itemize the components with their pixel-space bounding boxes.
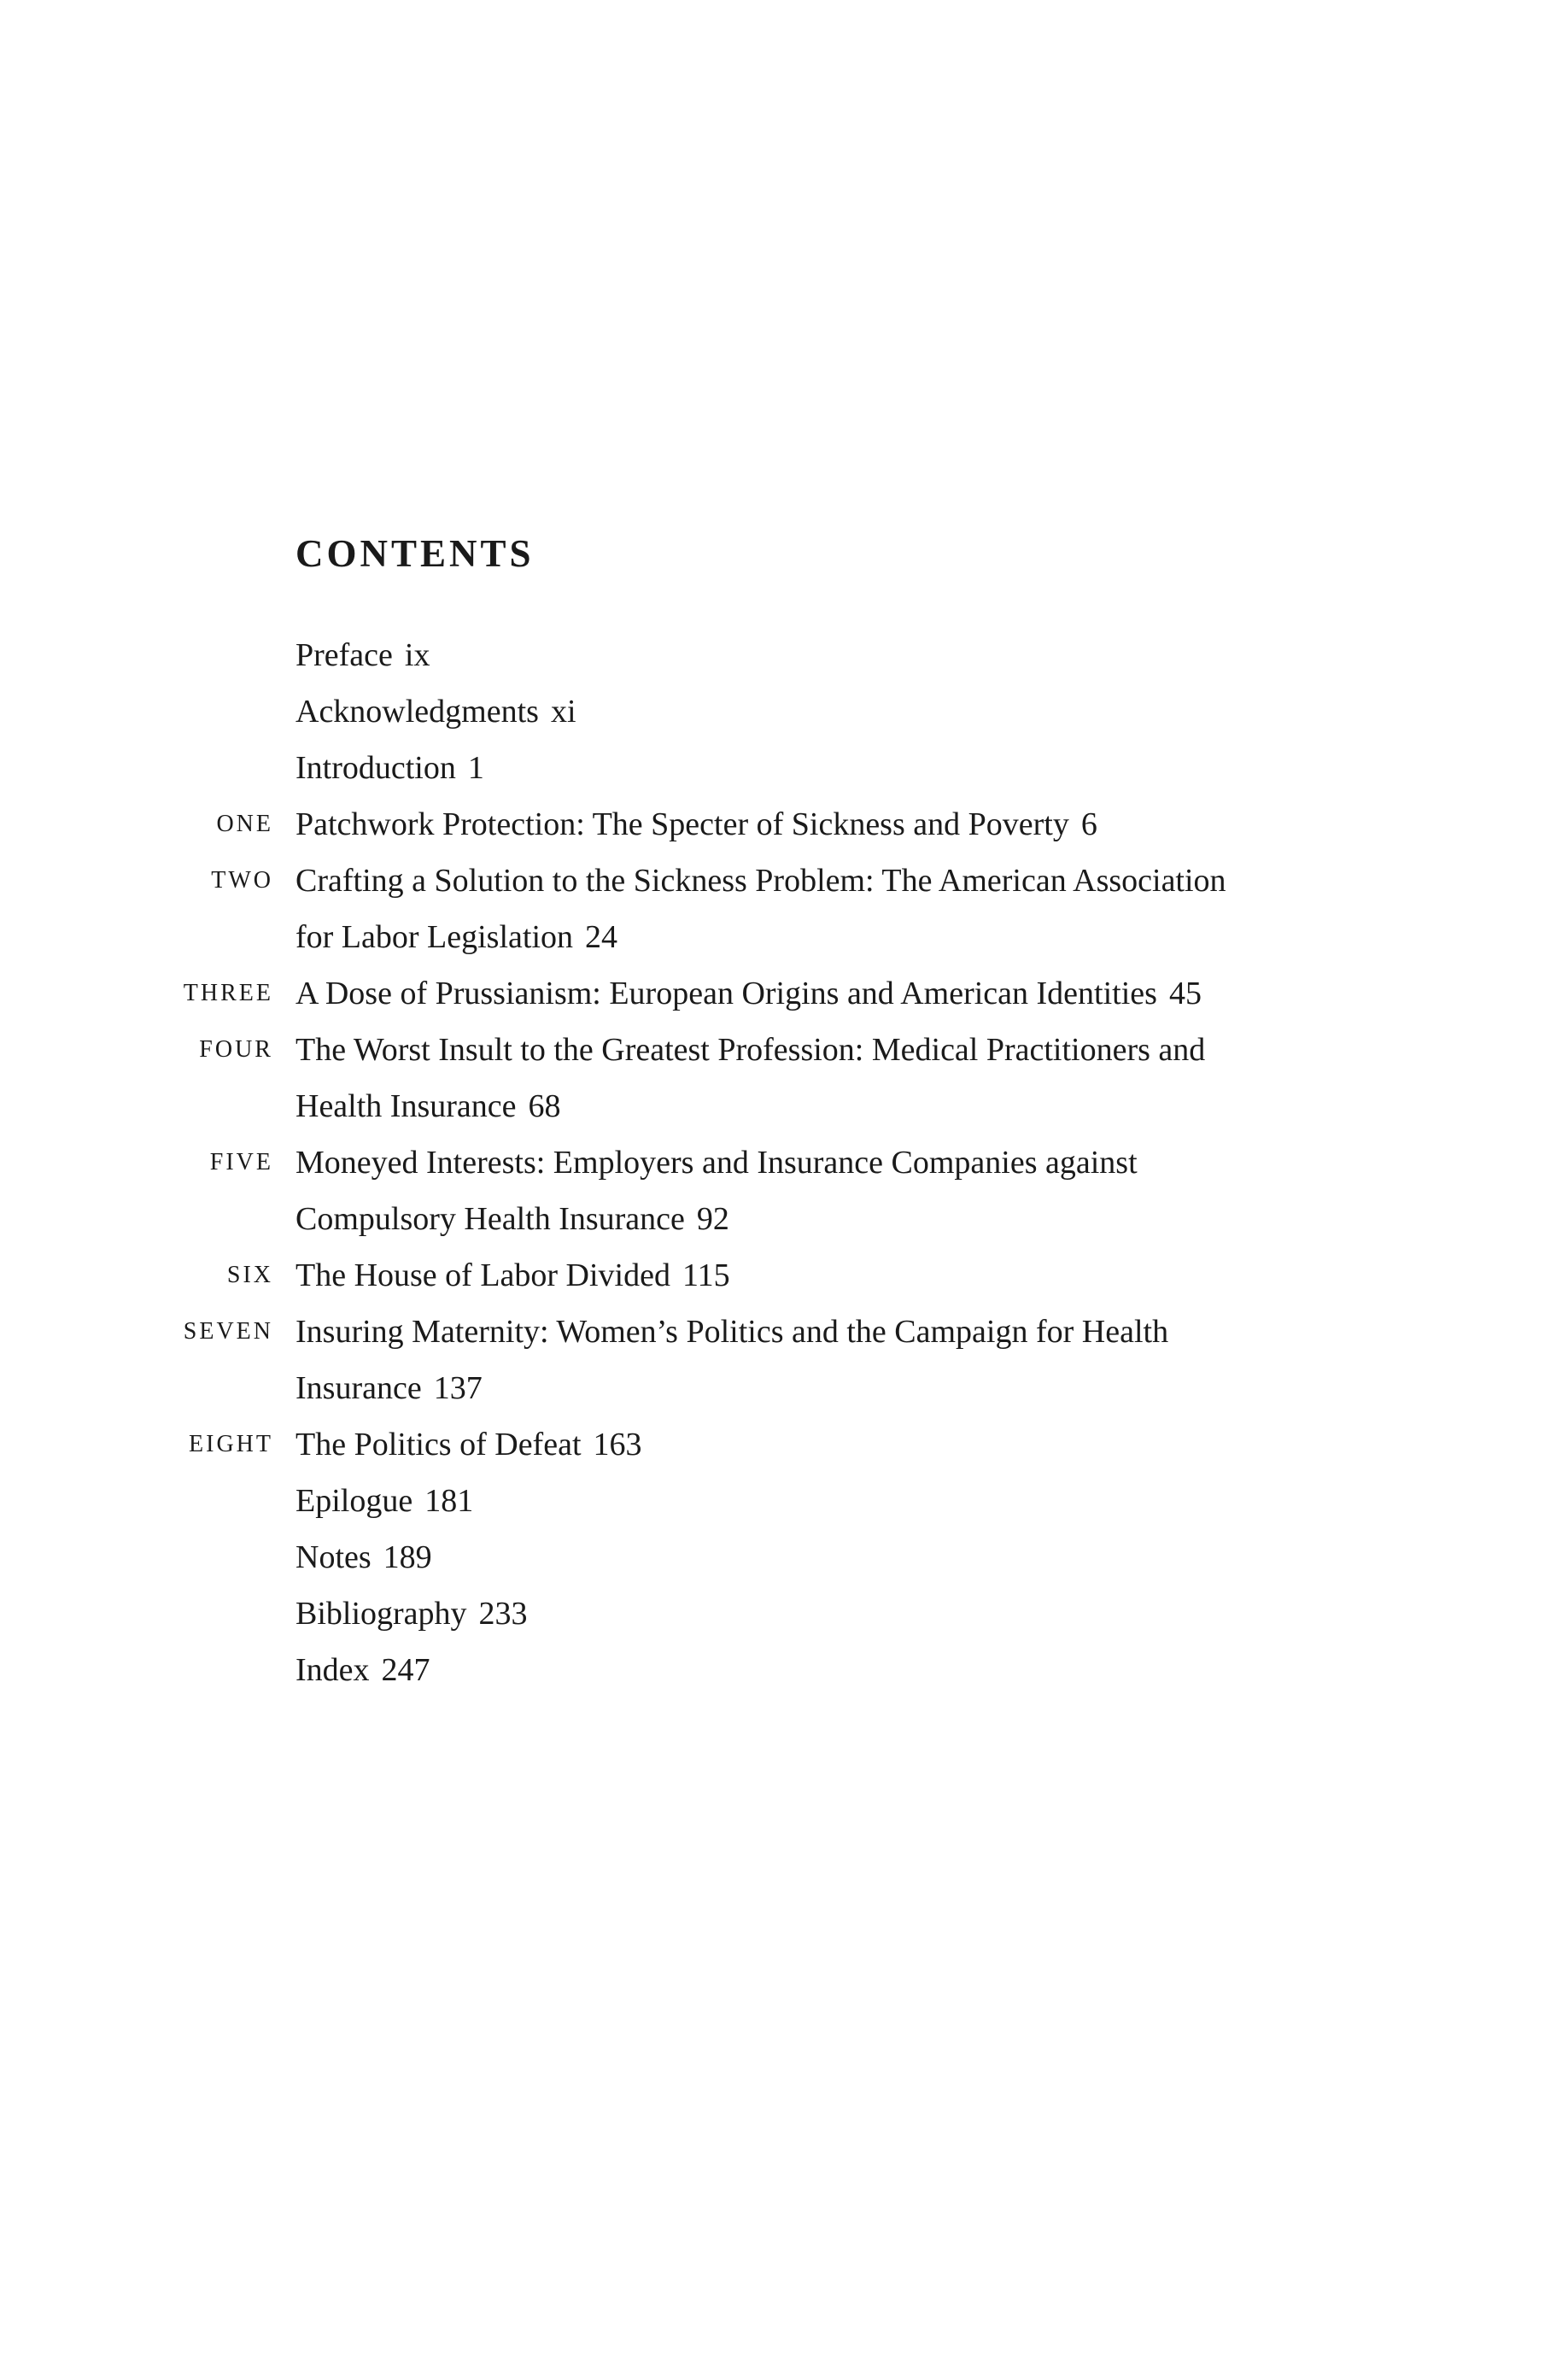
toc-line — [0, 1586, 1568, 1642]
entry-title: Health Insurance — [295, 1088, 517, 1124]
toc-entry — [295, 1416, 642, 1473]
toc-entry — [295, 1247, 730, 1304]
toc-entry — [295, 683, 576, 740]
chapter-number-label: FOUR — [199, 1036, 273, 1063]
toc-line — [0, 1134, 1568, 1191]
entry-title: Epilogue — [295, 1483, 413, 1519]
entry-title: Compulsory Health Insurance — [295, 1201, 685, 1237]
chapter-number-label: FIVE — [209, 1149, 273, 1175]
toc-line — [0, 853, 1568, 909]
toc-line — [0, 965, 1568, 1022]
toc-entry — [295, 1078, 561, 1134]
entry-title: Patchwork Protection: The Specter of Sickness and Poverty — [295, 806, 1069, 842]
toc-entry — [295, 796, 1097, 853]
chapter-number-label: SEVEN — [183, 1318, 273, 1345]
page-number: ix — [404, 637, 430, 673]
toc-line — [0, 1022, 1568, 1078]
toc-line — [0, 1473, 1568, 1529]
page-number: 92 — [696, 1201, 729, 1237]
page-number: 189 — [383, 1539, 432, 1575]
page-number: 1 — [467, 750, 484, 786]
toc-entry — [295, 909, 617, 965]
entry-title: Insurance — [295, 1370, 422, 1406]
page-number: 68 — [528, 1088, 561, 1124]
entry-title: Insuring Maternity: Women’s Politics and the Campaign for Health — [295, 1314, 1169, 1350]
toc-line — [0, 1078, 1568, 1134]
toc-entry — [295, 1134, 1150, 1191]
chapter-number-label: ONE — [216, 811, 273, 837]
toc-entry — [295, 1022, 1217, 1078]
toc-entry — [295, 1586, 528, 1642]
toc-line — [0, 1191, 1568, 1247]
chapter-number-label: THREE — [183, 980, 273, 1006]
toc-entry — [295, 1304, 1180, 1360]
toc-entry — [295, 853, 1238, 909]
chapter-number-label: TWO — [211, 867, 273, 894]
entry-title: for Labor Legislation — [295, 919, 574, 955]
entry-title: Moneyed Interests: Employers and Insurance Companies against — [295, 1145, 1138, 1181]
toc-line — [0, 796, 1568, 853]
toc-line — [0, 627, 1568, 683]
entry-title: Crafting a Solution to the Sickness Problem: The American Association — [295, 863, 1226, 899]
chapter-number-label: EIGHT — [189, 1431, 273, 1457]
entry-title: The Politics of Defeat — [295, 1427, 582, 1462]
toc-line — [0, 909, 1568, 965]
entry-title: Acknowledgments — [295, 694, 539, 730]
entry-title: Preface — [295, 637, 393, 673]
toc-entry — [295, 965, 1202, 1022]
page-number: 45 — [1168, 976, 1202, 1011]
entry-title: A Dose of Prussianism: European Origins and American Identities — [295, 976, 1157, 1011]
toc-entry — [295, 740, 484, 796]
toc-line — [0, 1247, 1568, 1304]
page-number: 115 — [682, 1257, 730, 1293]
toc-line — [0, 1642, 1568, 1698]
page-number: 137 — [433, 1370, 483, 1406]
toc-line — [0, 1416, 1568, 1473]
toc-list — [0, 627, 1568, 1698]
chapter-number-label: SIX — [226, 1262, 273, 1288]
toc-entry — [295, 1473, 473, 1529]
entry-title: The Worst Insult to the Greatest Profession: Medical Practitioners and — [295, 1032, 1206, 1068]
page-number: 6 — [1080, 806, 1097, 842]
toc-entry — [295, 627, 430, 683]
contents-heading: CONTENTS — [295, 532, 535, 575]
toc-line — [0, 1304, 1568, 1360]
toc-entry — [295, 1529, 432, 1586]
toc-entry — [295, 1642, 430, 1698]
page-number: 247 — [381, 1652, 430, 1688]
toc-line — [0, 740, 1568, 796]
page-number: 24 — [585, 919, 618, 955]
toc-line — [0, 1360, 1568, 1416]
entry-title: Notes — [295, 1539, 372, 1575]
toc-line — [0, 1529, 1568, 1586]
toc-line — [0, 683, 1568, 740]
page-number: 181 — [424, 1483, 474, 1519]
page-number: xi — [550, 694, 576, 730]
page-number: 163 — [593, 1427, 642, 1462]
entry-title: Introduction — [295, 750, 456, 786]
toc-entry — [295, 1360, 483, 1416]
entry-title: Bibliography — [295, 1596, 467, 1632]
entry-title: Index — [295, 1652, 370, 1688]
page-number: 233 — [478, 1596, 528, 1632]
entry-title: The House of Labor Divided — [295, 1257, 670, 1293]
toc-entry — [295, 1191, 729, 1247]
